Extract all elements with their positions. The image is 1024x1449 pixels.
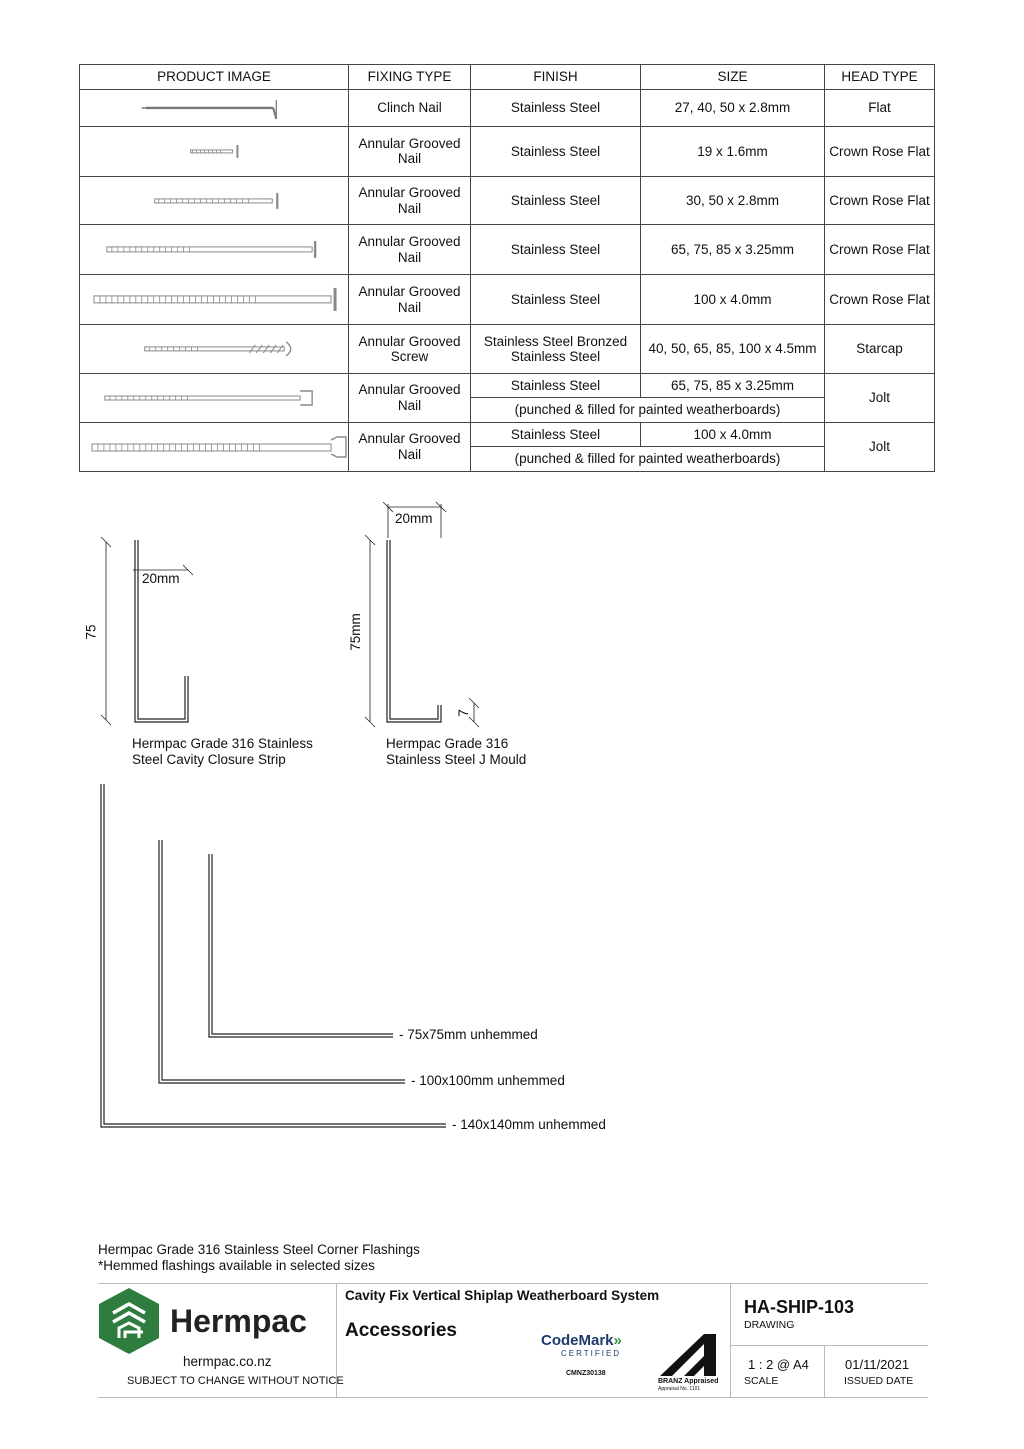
head-type: Crown Rose Flat [825, 275, 935, 325]
fixing-type: Annular Grooved Nail [349, 126, 471, 176]
issued-date-value: 01/11/2021 [845, 1357, 910, 1372]
finish: Stainless Steel [471, 275, 641, 325]
j-mould-caption-line-1: Hermpac Grade 316 [386, 736, 509, 751]
corner-75-label: - 75x75mm unhemmed [399, 1027, 538, 1042]
head-type: Jolt [825, 373, 935, 422]
website-link[interactable]: hermpac.co.nz [183, 1354, 272, 1369]
corner-flashings-caption: Hermpac Grade 316 Stainless Steel Corner Flashings [98, 1242, 420, 1257]
head-type: Crown Rose Flat [825, 225, 935, 275]
section-title: Accessories [345, 1320, 457, 1341]
size: 19 x 1.6mm [641, 126, 825, 176]
closure-strip-width-label: 20mm [142, 571, 180, 586]
closure-strip-height-label: 75 [83, 624, 99, 640]
scale-value: 1 : 2 @ A4 [748, 1357, 809, 1372]
finish: Stainless Steel [471, 126, 641, 176]
finish: Stainless Steel [471, 373, 641, 398]
corner-140-label: - 140x140mm unhemmed [452, 1117, 606, 1132]
corner-flashings-drawing [101, 784, 446, 1127]
codemark-number: CMNZ30138 [566, 1370, 606, 1377]
drawing-label: DRAWING [744, 1319, 795, 1331]
j-mould-drawing [365, 502, 479, 727]
finish-note: (punched & filled for painted weatherboards) [471, 447, 825, 472]
finish: Stainless Steel [471, 176, 641, 225]
hemmed-note: *Hemmed flashings available in selected sizes [98, 1258, 375, 1273]
size: 27, 40, 50 x 2.8mm [641, 90, 825, 127]
col-header-product-image: PRODUCT IMAGE [80, 65, 349, 90]
col-header-size: SIZE [641, 65, 825, 90]
system-title: Cavity Fix Vertical Shiplap Weatherboard System [345, 1288, 660, 1303]
closure-strip-drawing [101, 537, 193, 725]
size: 100 x 4.0mm [641, 422, 825, 447]
codemark-chevrons-icon: » [613, 1332, 622, 1349]
codemark-text: CodeMark [541, 1332, 614, 1349]
j-mould-caption-line-2: Stainless Steel J Mould [386, 752, 527, 767]
branz-appraised-text: BRANZ Appraised [658, 1378, 719, 1385]
fixing-type: Annular Grooved Nail [349, 422, 471, 471]
fixing-type: Annular Grooved Nail [349, 373, 471, 422]
j-mould-return-label: 7 [455, 709, 471, 717]
finish: Stainless Steel Bronzed Stainless Steel [471, 325, 641, 374]
scale-label: SCALE [744, 1375, 779, 1387]
change-notice: SUBJECT TO CHANGE WITHOUT NOTICE [127, 1375, 344, 1387]
size: 100 x 4.0mm [641, 275, 825, 325]
head-type: Flat [825, 90, 935, 127]
finish: Stainless Steel [471, 90, 641, 127]
closure-strip-caption-line-1: Hermpac Grade 316 Stainless [132, 736, 313, 751]
size: 30, 50 x 2.8mm [641, 176, 825, 225]
col-header-finish: FINISH [471, 65, 641, 90]
j-mould-height-label: 75mm [347, 613, 363, 651]
codemark-certified-text: CERTIFIED [561, 1349, 622, 1358]
fixing-type: Clinch Nail [349, 90, 471, 127]
issued-date-label: ISSUED DATE [844, 1375, 914, 1387]
finish: Stainless Steel [471, 225, 641, 275]
size: 65, 75, 85 x 3.25mm [641, 373, 825, 398]
fixing-type: Annular Grooved Screw [349, 325, 471, 374]
codemark-logo [541, 1332, 622, 1349]
fixing-type: Annular Grooved Nail [349, 275, 471, 325]
head-type: Jolt [825, 422, 935, 471]
size: 65, 75, 85 x 3.25mm [641, 225, 825, 275]
head-type: Crown Rose Flat [825, 176, 935, 225]
col-header-head-type: HEAD TYPE [825, 65, 935, 90]
corner-100-label: - 100x100mm unhemmed [411, 1073, 565, 1088]
branz-logo-icon [658, 1330, 718, 1378]
finish: Stainless Steel [471, 422, 641, 447]
col-header-fixing-type: FIXING TYPE [349, 65, 471, 90]
title-block-divider [730, 1283, 731, 1397]
drawing-number: HA-SHIP-103 [744, 1297, 855, 1317]
closure-strip-caption-line-2: Steel Cavity Closure Strip [132, 752, 286, 767]
fixing-type: Annular Grooved Nail [349, 176, 471, 225]
j-mould-width-label: 20mm [395, 511, 433, 526]
finish-note: (punched & filled for painted weatherboards) [471, 398, 825, 423]
head-type: Starcap [825, 325, 935, 374]
hermpac-brand-name: Hermpac [170, 1303, 307, 1339]
head-type: Crown Rose Flat [825, 126, 935, 176]
hermpac-logo-icon [97, 1286, 161, 1356]
branz-appraisal-number: Appraisal No. 1101 [658, 1386, 701, 1392]
title-block-bottom-rule [98, 1397, 928, 1398]
title-block-divider [824, 1345, 825, 1397]
title-block-divider [730, 1345, 928, 1346]
title-block-top-rule [98, 1283, 928, 1284]
size: 40, 50, 65, 85, 100 x 4.5mm [641, 325, 825, 374]
fixing-type: Annular Grooved Nail [349, 225, 471, 275]
